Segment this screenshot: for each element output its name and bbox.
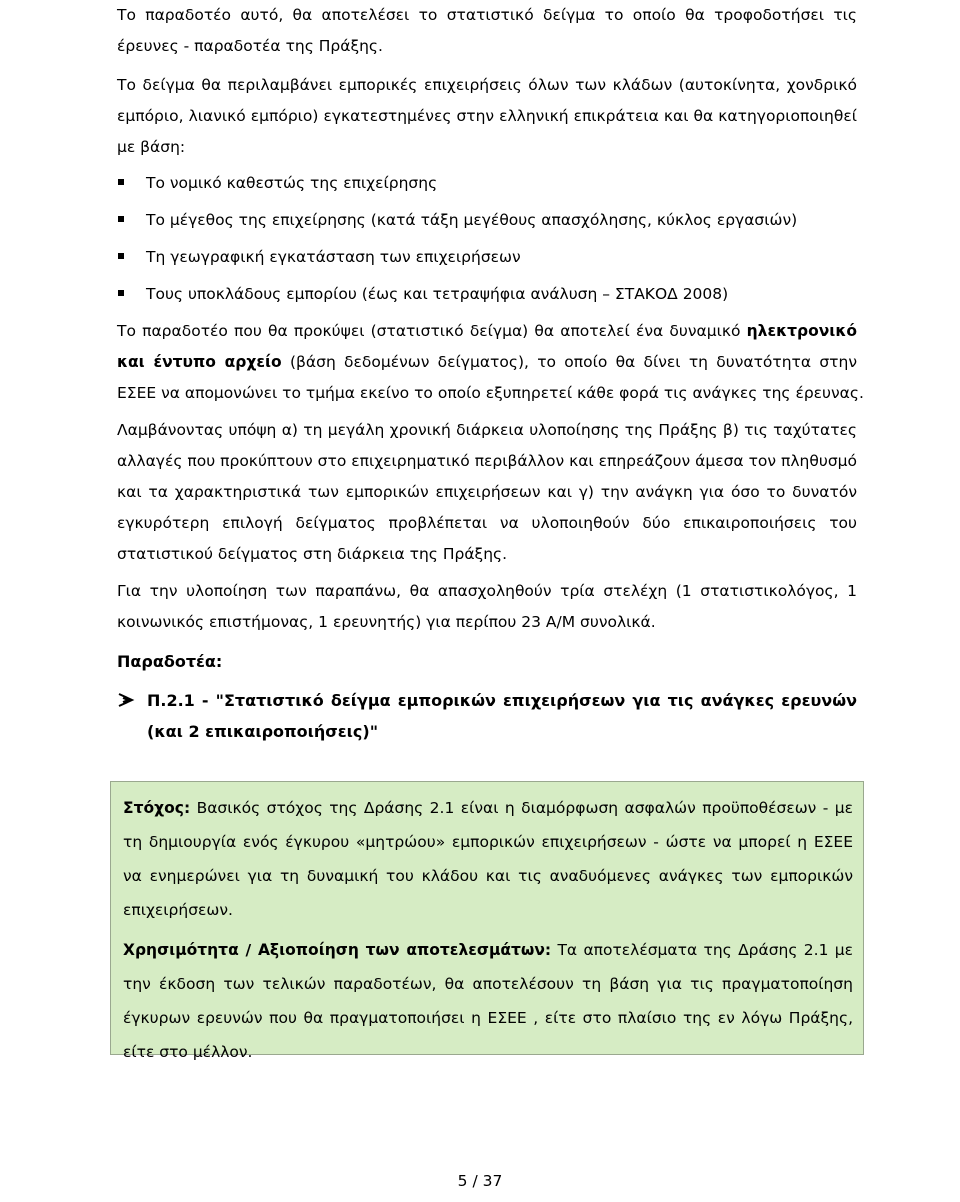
text-line: Το παραδοτέο που θα προκύψει (στατιστικό δείγμα) θα αποτελεί ένα δυναμικό ηλεκτρονικό [117, 322, 857, 340]
text-line: κοινωνικός επιστήμονας, 1 ερευνητής) για περίπου 23 Α/Μ συνολικά. [117, 613, 656, 631]
list-item-text: Το μέγεθος της επιχείρησης (κατά τάξη μεγέθους απασχόλησης, κύκλος εργασιών) [146, 211, 798, 229]
text-line: ΕΣΕΕ να απομονώνει το τμήμα εκείνο το οποίο εξυπηρετεί κάθε φορά τις ανάγκες της έρευνας. [117, 384, 864, 402]
sample-scope-paragraph [117, 70, 857, 163]
list-item-text: Το νομικό καθεστώς της επιχείρησης [146, 174, 438, 192]
arrow-bullet-icon [117, 692, 135, 708]
text-line: έγκυρων ερευνών που θα πραγματοποιήσει η ΕΣΕΕ , είτε στο πλαίσιο της εν λόγω Πράξης, [123, 1009, 853, 1027]
text-line: είτε στο μέλλον. [123, 1043, 253, 1061]
updates-paragraph [117, 415, 857, 570]
text-line: έρευνες - παραδοτέα της Πράξης. [117, 37, 383, 55]
list-item [117, 276, 857, 313]
document-page [117, 0, 864, 747]
text-line: Για την υλοποίηση των παραπάνω, θα απασχοληθούν τρία στελέχη (1 στατιστικολόγος, 1 [117, 582, 857, 600]
text-line: Λαμβάνοντας υπόψη α) τη μεγάλη χρονική διάρκεια υλοποίησης της Πράξης β) τις ταχύτατες [117, 421, 857, 439]
list-item [117, 239, 857, 276]
text-line: την έκδοση των τελικών παραδοτέων, θα αποτελέσουν τη βάση για τις πραγματοποίηση [123, 975, 853, 993]
deliverable-title-line: Π.2.1 - "Στατιστικό δείγμα εμπορικών επιχειρήσεων για τις ανάγκες ερευνών [147, 691, 857, 710]
list-item-text: Τη γεωγραφική εγκατάσταση των επιχειρήσεων [146, 248, 521, 266]
text-line: Το παραδοτέο αυτό, θα αποτελέσει το στατιστικό δείγμα το οποίο θα τροφοδοτήσει τις [117, 6, 857, 24]
text-line: αλλαγές που προκύπτουν στο επιχειρηματικό περιβάλλον και επηρεάζουν άμεσα τον πληθυσμό [117, 452, 857, 470]
text-line: τη δημιουργία ενός έγκυρου «μητρώου» εμπορικών επιχειρήσεων - ώστε να μπορεί η ΕΣΕΕ [123, 833, 853, 851]
text-line: και τα χαρακτηριστικά των εμπορικών επιχειρήσεων και γ) την ανάγκη για όσο το δυνατόν [117, 483, 857, 501]
text-line: Το δείγμα θα περιλαμβάνει εμπορικές επιχειρήσεις όλων των κλάδων (αυτοκίνητα, χονδρικό [117, 76, 857, 94]
text-line: στατιστικού δείγματος στη διάρκεια της Πράξης. [117, 545, 508, 563]
list-item [117, 202, 857, 239]
text-line: και έντυπο αρχείο (βάση δεδομένων δείγματος), το οποίο θα δίνει τη δυνατότητα στην [117, 353, 857, 371]
deliverable-description-paragraph [117, 316, 864, 409]
text-line: εγκυρότερη επιλογή δείγματος προβλέπεται να υλοποιηθούν δύο επικαιροποιήσεις του [117, 514, 857, 532]
page-number: 5 / 37 [457, 1172, 503, 1190]
intro-paragraph [117, 0, 857, 62]
text-line: Στόχος: Βασικός στόχος της Δράσης 2.1 είναι η διαμόρφωση ασφαλών προϋποθέσεων - με [123, 799, 853, 817]
deliverable-item [117, 685, 857, 747]
square-bullet-icon [118, 290, 124, 296]
criteria-list [117, 165, 857, 313]
square-bullet-icon [118, 253, 124, 259]
text-line: να ενημερώνει για τη δυναμική του κλάδου και τις αναδυόμενες ανάγκες των εμπορικών [123, 867, 853, 885]
deliverable-title-line: (και 2 επικαιροποιήσεις)" [147, 722, 379, 741]
utility-label: Χρησιμότητα / Αξιοποίηση των αποτελεσμάτων: [123, 941, 552, 959]
text-line: με βάση: [117, 138, 186, 156]
text-line: Χρησιμότητα / Αξιοποίηση των αποτελεσμάτων: Τα αποτελέσματα της Δράσης 2.1 με [123, 941, 853, 959]
staffing-paragraph [117, 576, 857, 638]
text-line: επιχειρήσεων. [123, 901, 233, 919]
list-item-text: Τους υποκλάδους εμπορίου (έως και τετραψήφια ανάλυση – ΣΤΑΚΟΔ 2008) [146, 285, 729, 303]
square-bullet-icon [118, 216, 124, 222]
list-item [117, 165, 857, 202]
goal-box [110, 781, 864, 1061]
goal-label: Στόχος: [123, 799, 191, 817]
square-bullet-icon [118, 179, 124, 185]
text-line: εμπόριο, λιανικό εμπόριο) εγκατεστημένες στην ελληνική επικράτεια και θα κατηγοριοποιηθεί [117, 107, 857, 125]
deliverables-heading: Παραδοτέα: [117, 652, 223, 671]
